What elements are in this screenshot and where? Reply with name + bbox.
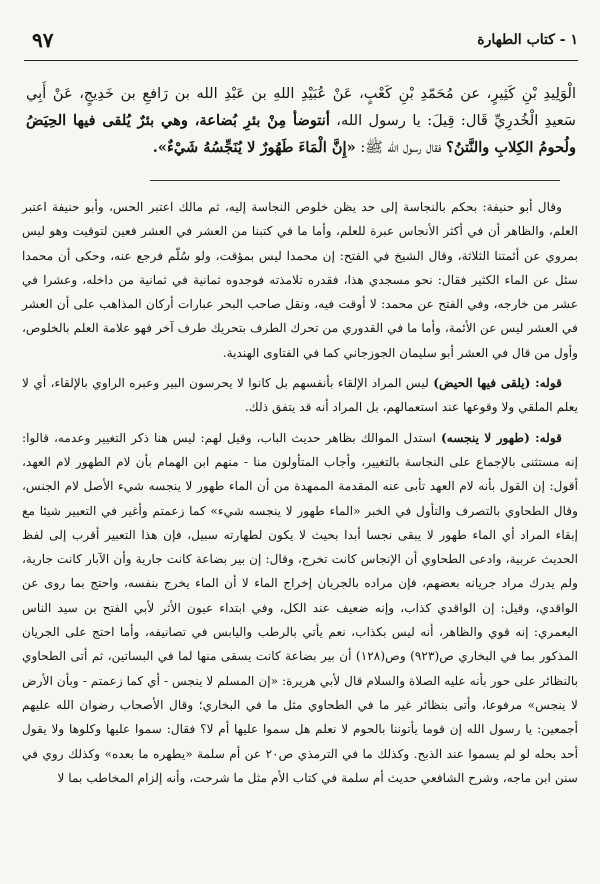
page-header — [28, 28, 578, 58]
hadith-reply: «إِنَّ الْمَاءَ طَهُورٌ لا يُنَجِّسُهُ شَيْءٌ». — [152, 139, 356, 156]
reply-intro: فقال رسول الله ﷺ: — [360, 139, 442, 156]
commentary-paragraph — [22, 371, 578, 420]
paragraph-text: استدل الموالك بظاهر حديث الباب، وقيل لهم: ليس هنا ذكر التغيير وعدمه، قالوا: إنه مستثنى بالإجماع على النجاسة بالتغيير، وأجاب المتأولون منا - منهم ابن الهمام بأن لام الطهور لام العهد، أقول: إن القول بأنه لام العهد تأبى عنه المقدمة الممهدة من أن الماء طهور لا ينجسه شيء الأصل لام الجنس، وقال الطحاوي بالتصرف والتأول في الخبر «الماء طهور لا ينجسه شيء» كما زعمتم وأغير في التعبير شيئا مع إبقاء المراد أي الماء طهور لا يبقى نجسا أبدا بحيث لا يكون لطهارته سبيل، فإن هذا التعبير أقرب إلى لفظ الحديث عربية، وادعى الطحاوي أن الإنجاس كانت تخرج، وقال: إن بير بضاعة كانت جارية وأن الآبار كانت جارية، ولم يدرك مراد جريانه بعضهم، فإن مراده بالجريان إخراج الماء لا أن الماء يخرج بنفسه، واحتج بما روى عن الواقدي، وقيل: إن الواقدي كذاب، وإنه ضعيف عند الكل، وفي ابتداء عيون الأثر لأبي الفتح بن سيد الناس اليعمري: إنه قوي والظاهر، أنه ليس بكذاب، نعم يأتي بالرطب واليابس في تصانيفه، وأما احتج على الجريان المذكور بما في البخاري ص(٩٢٣) وص(١٢٨) أن بير بضاعة كانت يسقى منها لما في البساتين، ثم أتى الطحاوي بالنظائر على حور بأنه عليه الصلاة والسلام قال لأبي هريرة: «إن المسلم لا ينجس - أي كما زعمتم - وبأن الأرض لا ينجس» مرفوعا، وأتى بنظائر غير ما في الطحاوي مثل ما في البخاري؛ وقال الأصحاب رضوان الله عليهم أجمعين: يا رسول الله إن قوما يأتوننا بالحوم لا نعلم هل سموا عليها أم لا؟ فقال: سموا عليها وكلوها ولا يقول أحد بحله لو لم يسموا عند الذبح. وكذلك ما في الترمذي ص٢٠ عن أم سلمة «يطهره ما بعده» وكذلك روي في سنن ابن ماجه، وشرح الشافعي حديث أم سلمة في كتاب الأم مثل ما شرحت، وأنه إلزام المخاطب بما لا — [22, 430, 578, 785]
isnad-chain: الْوَلِيدِ بْنِ كَثِيرٍ، عن مُحَمّدِ بْنِ كَعْبٍ، عَنْ عُبَيْدِ اللهِ بن عَبْدِ الله بن رَافعِ بن خَدِيجٍ، عَنْ أَبِي سَعيدِ الْخُدرِيِّ قَال: قِيلَ: يا رسول الله، — [26, 85, 576, 129]
page-number: ٩٧ — [32, 28, 54, 52]
paragraph-text: وقال أبو حنيفة: بحكم بالنجاسة إلى حد يظن خلوص النجاسة إليه، ثم مالك اعتبر الحس، وأبو حنيفة اعتبر العلم، والظاهر أن في أكثر الأنجاس عبرة للعلم، وأما ما في كتبنا من العشر في العشر فعين لتوقيت وهو ليس بمروي عن أئمتنا الثلاثة، وقال الشيخ في الفتح: إن محمدا ليس بمؤقت، ولو سُلّم فرجع عنه، وحكى أن محمدا سئل عن الماء الكثير فقال: نحو مسجدي هذا، فقدره تلامذته فوجدوه ثمانية في ثمانية من داخله، وعشرا في عشر من خارجه، وفي الفتح عن محمد: لا أوقت فيه، ونقل صاحب البحر عبارات أركان المذاهب على أن العشر في العشر ليس عن الأئمة، وأما ما في القدوري من تحرك الطرف بتحريك طرف آخر فهو علامة العلم بالخلوص، وأول من قال في العشر أبو سليمان الجوزجاني كما في الفتاوى الهندية. — [22, 200, 578, 360]
paragraph-label: قوله: (طهور لا ينجسه) — [440, 430, 562, 445]
commentary-paragraph — [22, 195, 578, 365]
hadith-question: أنتوضأ مِنْ بئرِ بُضاعة، وهي بئرٌ يُلقى فيها الحِيَضُ ولُحومُ الكِلابِ والنَّتنُ؟ — [26, 112, 576, 156]
commentary-paragraph — [22, 426, 578, 790]
commentary — [22, 195, 578, 796]
hadith-text — [26, 80, 576, 161]
paragraph-text: ليس المراد الإلقاء بأنفسهم بل كانوا لا يحرسون البير وعبره الراوي بالإلقاء، أي لا يعلم الملقي ولا وقوعها عند استعمالهم، بل المراد أنه قد يتفق ذلك. — [22, 376, 578, 415]
chapter-title: ١ - كتاب الطهارة — [477, 32, 578, 48]
header-rule — [24, 60, 578, 61]
section-separator — [150, 180, 560, 181]
paragraph-label: قوله: (يلقى فيها الحيض) — [433, 376, 563, 391]
